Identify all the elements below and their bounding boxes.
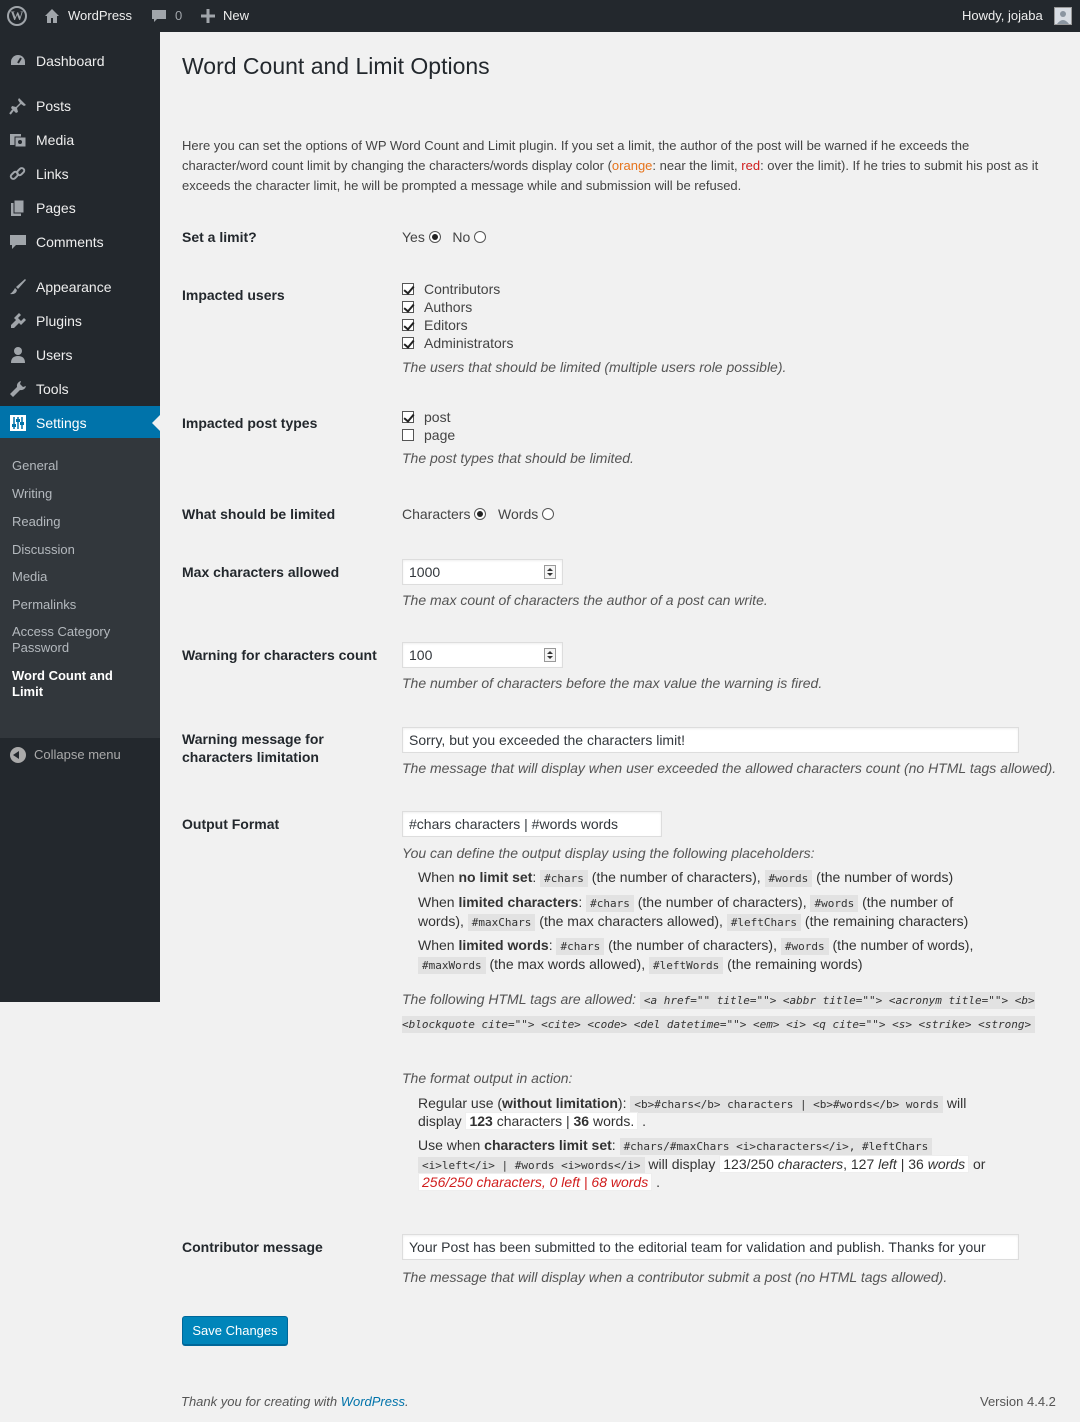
contributors-checkbox[interactable] — [402, 283, 414, 295]
limited-words-line-1: When limited words: #chars (the number of characters), #words (the number of words), — [418, 937, 974, 953]
sample-output-2: 123/250 characters, 127 left | 36 words — [719, 1155, 969, 1173]
limit-use-line-3: 256/250 characters, 0 left | 68 words . — [418, 1173, 660, 1192]
post-types-desc: The post types that should be limited. — [402, 450, 634, 466]
comment-icon[interactable] — [151, 9, 167, 23]
page-checkbox[interactable] — [402, 429, 414, 441]
post-types-label: Impacted post types — [182, 415, 318, 431]
contributor-msg-label: Contributor message — [182, 1239, 323, 1255]
contributor-msg-input[interactable]: Your Post has been submitted to the editorial team for validation and publish. Thanks for your — [402, 1234, 1019, 1260]
editors-option[interactable]: Editors — [402, 316, 702, 334]
submenu-discussion[interactable]: Discussion — [12, 542, 75, 557]
comments-count[interactable]: 0 — [175, 8, 183, 23]
page-option[interactable]: page — [402, 426, 602, 444]
submenu-access-category-password[interactable]: Access Category Password — [12, 624, 111, 655]
pages-icon — [9, 199, 27, 217]
allowed-tags-code: <a href="" title=""> <abbr title=""> <acronym title=""> <b> <blockquote cite=""> <cite> <code> <del datetime=""> <em> <i> <q cite=""> <s> <strike> <strong> — [402, 994, 1035, 1031]
set-limit-yes-radio[interactable] — [429, 231, 441, 243]
footer-wordpress-link[interactable]: WordPress — [340, 1394, 405, 1409]
dashboard-icon — [9, 52, 27, 70]
allowed-tags: The following HTML tags are allowed: <a href="" title=""> <abbr title=""> <acronym title=""> <b> <blockquote cite=""> <cite> <code> <del datetime=""> <em> <i> <q cite=""> <s> <strike> <strong> — [402, 991, 1035, 1031]
sidebar-item-appearance[interactable]: Appearance — [0, 270, 160, 304]
warning-msg-label: Warning message for characters limitation — [182, 731, 324, 765]
set-limit-field: Yes No — [402, 228, 486, 246]
wordpress-logo-icon[interactable]: W — [7, 6, 27, 26]
sidebar-item-media[interactable]: Media — [0, 123, 160, 157]
sidebar-item-pages[interactable]: Pages — [0, 191, 160, 225]
output-format-input[interactable]: #chars characters | #words words — [402, 811, 662, 837]
limited-chars-line-2: words), #maxChars (the max characters allowed), #leftChars (the remaining characters) — [418, 913, 969, 929]
limited-words-line-2: #maxWords (the max words allowed), #leftWords (the remaining words) — [418, 955, 863, 975]
impacted-users-label: Impacted users — [182, 287, 285, 303]
warning-count-spinner[interactable] — [544, 648, 556, 662]
sidebar-item-tools[interactable]: Tools — [0, 372, 160, 406]
sample-output-3: 256/250 characters, 0 left | 68 words — [418, 1173, 652, 1191]
plus-icon[interactable] — [200, 8, 216, 24]
red-word: red — [741, 158, 761, 173]
submenu-reading[interactable]: Reading — [12, 514, 61, 529]
collapse-menu-button[interactable]: Collapse menu — [0, 738, 160, 772]
sidebar-item-comments[interactable]: Comments — [0, 225, 160, 259]
sidebar-item-users[interactable]: Users — [0, 338, 160, 372]
warning-count-input[interactable]: 100 — [402, 642, 563, 668]
warning-msg-desc: The message that will display when user exceeded the allowed characters count (no HTML tags allowed). — [402, 760, 1057, 776]
sidebar-item-dashboard[interactable]: Dashboard — [0, 44, 160, 78]
warning-msg-input[interactable]: Sorry, but you exceeded the characters limit! — [402, 727, 1019, 753]
post-types-field — [402, 408, 602, 444]
brush-icon — [9, 278, 27, 296]
set-limit-no-radio[interactable] — [474, 231, 486, 243]
admin-sidebar — [0, 32, 160, 1002]
submenu-writing[interactable]: Writing — [12, 486, 53, 501]
admin-bar — [0, 0, 1080, 32]
post-option[interactable]: post — [402, 408, 602, 426]
output-format-desc: You can define the output display using the following placeholders: — [402, 845, 815, 861]
sidebar-item-posts[interactable]: Posts — [0, 89, 160, 123]
link-icon — [9, 165, 27, 183]
pin-icon — [9, 97, 27, 115]
impacted-users-field — [402, 280, 702, 352]
submenu-media[interactable]: Media — [12, 569, 48, 584]
submenu-permalinks[interactable]: Permalinks — [12, 597, 77, 612]
collapse-arrow-icon — [10, 747, 26, 763]
regular-use-line-2: display 123 characters | 36 words. . — [418, 1113, 646, 1129]
limited-chars-line-1: When limited characters: #chars (the number of characters), #words (the number of — [418, 894, 954, 910]
limited-label: What should be limited — [182, 506, 336, 522]
intro-text: Here you can set the options of WP Word Count and Limit plugin. If you set a limit, the author of the post will be warned if he exceeds the character/word count limit by changing the characters/words display color (orange: near the limit, red: over the limit). If he tries to submit his post as it exceeds the character limit, he will be prompted a message while and submission will be refused. — [182, 138, 1039, 193]
plugin-icon — [9, 312, 27, 330]
comment-icon — [9, 233, 27, 251]
page-title: Word Count and Limit Options — [182, 53, 490, 79]
administrators-option[interactable]: Administrators — [402, 334, 702, 352]
submenu-word-count-and-limit[interactable]: Word Count and Limit — [12, 668, 113, 699]
user-icon — [9, 346, 27, 364]
regular-use-line-1: Regular use (without limitation): <b>#chars</b> characters | <b>#words</b> words will — [418, 1095, 967, 1111]
footer-thanks: Thank you for creating with WordPress. — [181, 1394, 409, 1409]
contributors-option[interactable]: Contributors — [402, 280, 702, 298]
limit-use-line-1: Use when characters limit set: #chars/#maxChars <i>characters</i>, #leftChars — [418, 1136, 932, 1156]
max-chars-spinner[interactable] — [544, 565, 556, 579]
wrench-icon — [9, 380, 27, 398]
new-content-link[interactable]: New — [223, 8, 250, 23]
howdy-user[interactable]: Howdy, jojaba — [962, 8, 1043, 23]
post-checkbox[interactable] — [402, 411, 414, 423]
editors-checkbox[interactable] — [402, 319, 414, 331]
footer-version: Version 4.4.2 — [980, 1394, 1056, 1409]
administrators-checkbox[interactable] — [402, 337, 414, 349]
warning-count-label: Warning for characters count — [182, 647, 377, 663]
orange-word: orange — [611, 158, 653, 173]
contributor-msg-desc: The message that will display when a contributor submit a post (no HTML tags allowed). — [402, 1269, 948, 1285]
format-in-action-label: The format output in action: — [402, 1070, 573, 1086]
home-icon[interactable] — [44, 8, 60, 24]
characters-radio[interactable] — [474, 508, 486, 520]
max-chars-desc: The max count of characters the author of a post can write. — [402, 592, 768, 608]
authors-option[interactable]: Authors — [402, 298, 702, 316]
settings-icon — [9, 414, 27, 432]
sidebar-item-links[interactable]: Links — [0, 157, 160, 191]
max-chars-label: Max characters allowed — [182, 564, 340, 580]
output-format-label: Output Format — [182, 816, 280, 832]
no-limit-line: When no limit set: #chars (the number of characters), #words (the number of words) — [418, 869, 954, 885]
site-name-link[interactable]: WordPress — [68, 8, 133, 23]
sample-output-1: 123 characters | 36 words. — [465, 1112, 638, 1130]
sidebar-item-plugins[interactable]: Plugins — [0, 304, 160, 338]
limit-use-line-2: <i>left</i> | #words <i>words</i> will display 123/250 characters, 127 left | 36 words or — [418, 1155, 985, 1175]
submenu-general[interactable]: General — [12, 458, 59, 473]
max-chars-input[interactable]: 1000 — [402, 559, 563, 585]
set-limit-label: Set a limit? — [182, 229, 257, 245]
authors-checkbox[interactable] — [402, 301, 414, 313]
sidebar-item-settings[interactable]: Settings — [0, 406, 160, 440]
media-icon — [9, 131, 27, 149]
avatar-icon[interactable] — [1054, 7, 1072, 25]
limited-field: Characters Words — [402, 505, 554, 523]
settings-submenu — [0, 438, 160, 738]
words-radio[interactable] — [542, 508, 554, 520]
impacted-users-desc: The users that should be limited (multiple users role possible). — [402, 359, 787, 375]
save-changes-button[interactable]: Save Changes — [182, 1316, 288, 1345]
warning-count-desc: The number of characters before the max value the warning is fired. — [402, 675, 823, 691]
